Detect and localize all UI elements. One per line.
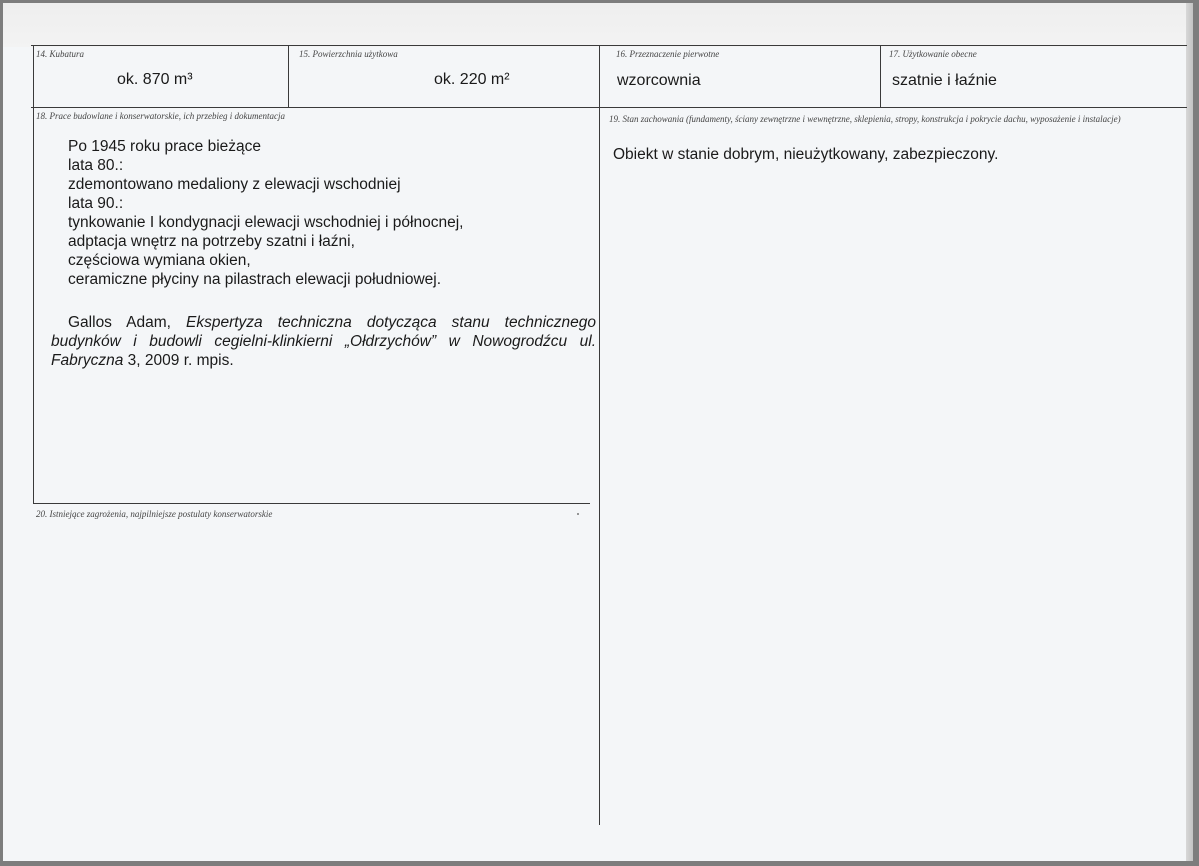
reference-title: Ekspertyza techniczna dotycząca stanu technicznego budynków i budowli cegielni-klinkierni „Ołdrzychów” w Nowogrodźcu ul. Fabryczna <box>51 314 596 369</box>
top-margin-band <box>3 3 1193 47</box>
works-line: lata 90.: <box>68 195 124 212</box>
works-line: lata 80.: <box>68 157 124 174</box>
field-16-value: wzorcownia <box>617 72 701 89</box>
center-rule <box>599 45 600 825</box>
reference-details: 3, 2009 r. mpis. <box>123 352 234 369</box>
works-line: Po 1945 roku prace bieżące <box>68 138 262 155</box>
form-sheet <box>3 3 1193 861</box>
row1-rule <box>31 107 1187 108</box>
section18-bottom-rule <box>33 503 590 504</box>
field-14-value: ok. 870 m³ <box>117 71 193 88</box>
works-line: tynkowanie I kondygnacji elewacji wschodniej i północnej, <box>68 214 464 231</box>
divider-16-17 <box>880 45 881 107</box>
right-edge-strip <box>1186 3 1193 861</box>
field-19-value: Obiekt w stanie dobrym, nieużytkowany, zabezpieczony. <box>613 146 999 163</box>
field-15-value: ok. 220 m² <box>434 71 510 88</box>
field-20-label: 20. Istniejące zagrożenia, najpilniejsze postulaty konserwatorskie <box>36 509 273 519</box>
works-line: zdemontowano medaliony z elewacji wschodniej <box>68 176 401 193</box>
field-15-label: 15. Powierzchnia użytkowa <box>299 49 398 59</box>
field-16-label: 16. Przeznaczenie pierwotne <box>616 49 720 59</box>
field-18-works-list <box>68 137 463 289</box>
field-19-label: 19. Stan zachowania (fundamenty, ściany zewnętrzne i wewnętrzne, sklepienia, stropy, konstrukcja i pokrycie dachu, wyposażenie i instalacje) <box>609 114 1121 124</box>
field-14-label: 14. Kubatura <box>36 49 85 59</box>
scan-speck <box>577 513 579 515</box>
left-rule <box>33 45 34 504</box>
works-line: częściowa wymiana okien, <box>68 252 251 269</box>
field-17-label: 17. Użytkowanie obecne <box>889 49 977 59</box>
field-18-label: 18. Prace budowlane i konserwatorskie, ich przebieg i dokumentacja <box>36 111 285 121</box>
works-line: ceramiczne płyciny na pilastrach elewacji południowej. <box>68 271 442 288</box>
field-17-value: szatnie i łaźnie <box>892 72 997 89</box>
top-rule <box>31 45 1187 46</box>
field-18-reference <box>51 313 596 370</box>
divider-14-15 <box>288 45 289 107</box>
works-line: adptacja wnętrz na potrzeby szatni i łaźni, <box>68 233 355 250</box>
reference-author: Gallos Adam, <box>68 314 186 331</box>
